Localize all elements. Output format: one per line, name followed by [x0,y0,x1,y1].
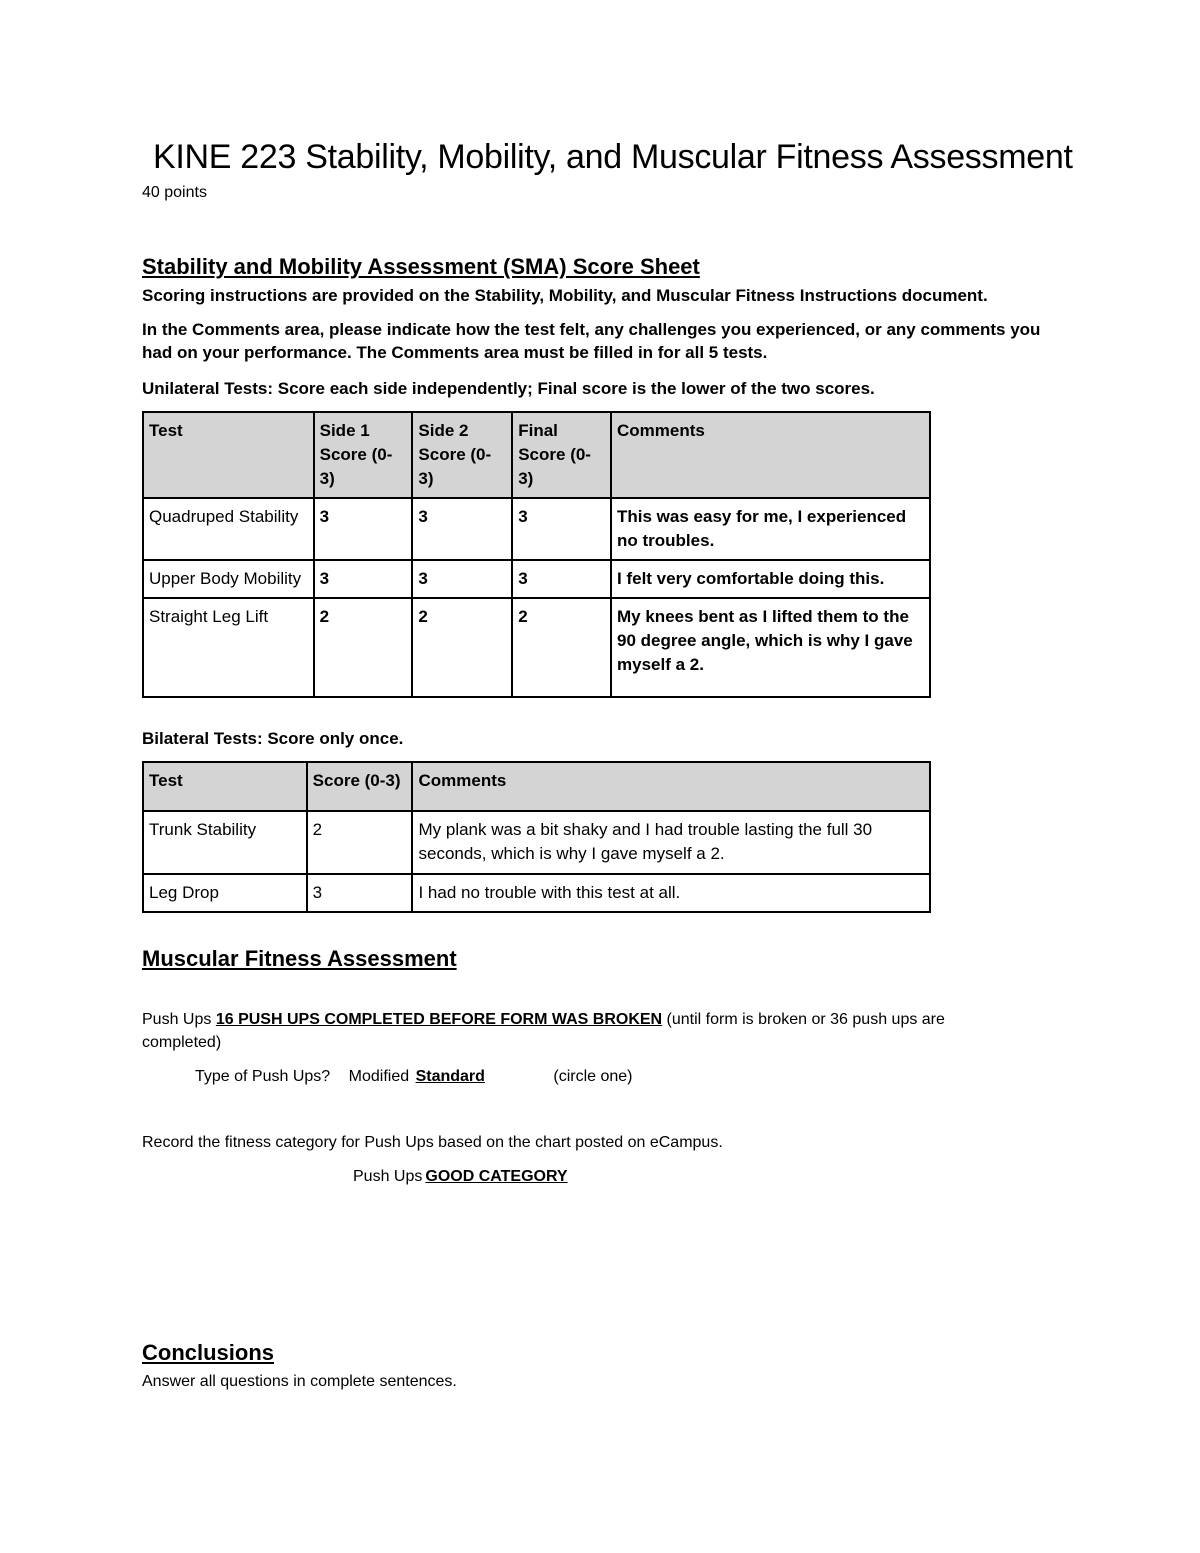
header-test: Test [143,412,314,498]
header-side2: Side 2 Score (0-3) [412,412,512,498]
comment: I felt very comfortable doing this. [611,560,930,598]
type-option-modified: Modified [348,1068,410,1085]
muscular-heading: Muscular Fitness Assessment [142,946,457,971]
record-instruction: Record the fitness category for Push Ups based on the chart posted on eCampus. [142,1134,723,1151]
scoring-instructions: Scoring instructions are provided on the Stability, Mobility, and Muscular Fitness Instructions document. [142,286,988,305]
header-score: Score (0-3) [307,762,413,811]
circle-one-note: (circle one) [553,1068,633,1085]
pushups-note: (until form is broken or 36 push ups are [666,1011,945,1028]
page-title: KINE 223 Stability, Mobility, and Muscular Fitness Assessment [153,138,1073,176]
final-score: 3 [512,560,611,598]
points-label: 40 points [142,184,207,201]
pushup-type-line [195,1065,633,1088]
unilateral-header-row [143,412,930,498]
table-row [143,498,930,560]
table-row [143,598,930,697]
final-score: 2 [512,598,611,697]
bilateral-table [142,761,931,913]
pushups-line [142,1008,945,1031]
test-name: Upper Body Mobility [143,560,314,598]
bilateral-header-row [143,762,930,811]
side2-score: 3 [412,498,512,560]
pushups-note-cont: completed) [142,1034,222,1051]
side1-score: 3 [314,498,413,560]
comments-instructions: In the Comments area, please indicate how the test felt, any challenges you experienced, or any comments you had on your performance. The Comments area must be filled in for all 5 tests. [142,320,1041,362]
table-row [143,560,930,598]
test-name: Quadruped Stability [143,498,314,560]
conclusions-instruction: Answer all questions in complete sentences. [142,1373,457,1390]
comment: My plank was a bit shaky and I had trouble lasting the full 30 seconds, which is why I gave myself a 2. [412,811,930,874]
pushups-label: Push Ups [142,1011,212,1028]
sma-heading: Stability and Mobility Assessment (SMA) Score Sheet [142,254,700,279]
comment: I had no trouble with this test at all. [412,874,930,912]
bilateral-label: Bilateral Tests: Score only once. [142,729,404,748]
header-comments: Comments [611,412,930,498]
test-name: Leg Drop [143,874,307,912]
type-option-standard: Standard [415,1068,485,1085]
header-side1: Side 1 Score (0-3) [314,412,413,498]
unilateral-label: Unilateral Tests: Score each side independently; Final score is the lower of the two scores. [142,379,875,398]
category-line [353,1165,568,1188]
test-name: Trunk Stability [143,811,307,874]
side1-score: 2 [314,598,413,697]
table-row [143,874,930,912]
comment: My knees bent as I lifted them to the 90 degree angle, which is why I gave myself a 2. [611,598,930,697]
header-comments: Comments [412,762,930,811]
score: 2 [307,811,413,874]
test-name: Straight Leg Lift [143,598,314,697]
header-final: Final Score (0-3) [512,412,611,498]
unilateral-table [142,411,931,698]
final-score: 3 [512,498,611,560]
side1-score: 3 [314,560,413,598]
header-test: Test [143,762,307,811]
comment: This was easy for me, I experienced no troubles. [611,498,930,560]
pushups-answer: 16 PUSH UPS COMPLETED BEFORE FORM WAS BROKEN [215,1011,663,1028]
category-answer: GOOD CATEGORY [425,1168,568,1185]
side2-score: 2 [412,598,512,697]
conclusions-heading: Conclusions [142,1340,275,1365]
table-row [143,811,930,874]
side2-score: 3 [412,560,512,598]
score: 3 [307,874,413,912]
category-label: Push Ups [353,1168,423,1185]
type-label: Type of Push Ups? [195,1068,331,1085]
